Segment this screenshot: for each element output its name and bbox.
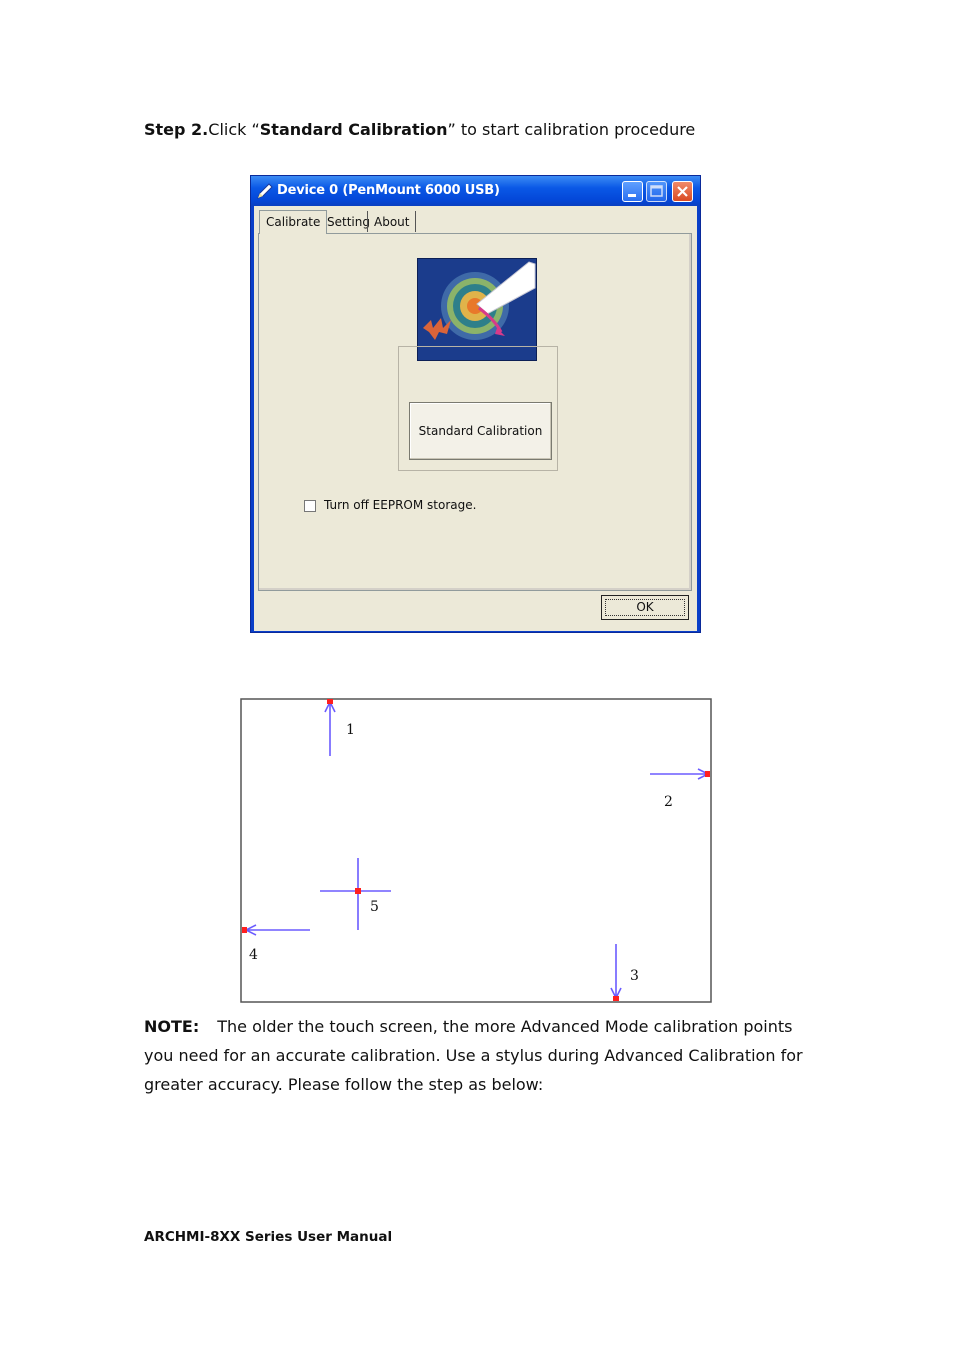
step-text-before: Click “ (208, 120, 260, 139)
target-dot-2 (705, 771, 710, 777)
maximize-icon (647, 182, 666, 201)
point-label-5: 5 (370, 899, 379, 915)
standard-calibration-button[interactable]: Standard Calibration (409, 402, 552, 460)
point-label-1: 1 (346, 722, 355, 738)
note-text: The older the touch screen, the more Advanced Mode calibration points you need for an accurate calibration. Use a stylus during Advanced Calibration for greater accuracy. Please follow the step as below: (144, 1017, 803, 1094)
tab-calibrate[interactable]: Calibrate (259, 210, 327, 234)
page-footer: ARCHMI-8XX Series User Manual (144, 1229, 393, 1245)
device-dialog-window (250, 175, 701, 633)
note-paragraph (144, 1012, 804, 1099)
point-label-2: 2 (664, 794, 673, 810)
close-button[interactable] (672, 181, 693, 202)
close-icon (673, 182, 692, 201)
calibration-group-box (398, 346, 558, 471)
pen-icon (256, 182, 274, 200)
point-label-4: 4 (249, 947, 258, 963)
target-dot-4 (242, 927, 247, 933)
step-button-name: Standard Calibration (259, 120, 448, 139)
eeprom-checkbox-label: Turn off EEPROM storage. (324, 498, 477, 512)
tab-setting[interactable]: Setting (320, 211, 376, 232)
point-label-3: 3 (630, 968, 639, 984)
ok-button[interactable]: OK (601, 595, 689, 620)
tab-about[interactable]: About (367, 211, 416, 232)
minimize-icon (623, 182, 642, 201)
eeprom-checkbox[interactable] (304, 500, 316, 512)
target-dot-5 (355, 888, 361, 894)
note-label: NOTE: (144, 1017, 200, 1036)
maximize-button[interactable] (646, 181, 667, 202)
step-prefix: Step 2. (144, 120, 209, 139)
dialog-title: Device 0 (PenMount 6000 USB) (277, 183, 500, 198)
dialog-titlebar[interactable] (251, 176, 700, 206)
step-text-after: ” to start calibration procedure (447, 120, 696, 139)
dialog-client-area (254, 206, 697, 631)
minimize-button[interactable] (622, 181, 643, 202)
calibration-points-diagram (240, 698, 712, 1003)
step-instruction (144, 120, 695, 139)
calibration-diagram-svg (240, 698, 712, 1003)
target-dot-1 (327, 699, 333, 704)
calibrate-tab-panel (258, 233, 692, 591)
target-dot-3 (613, 996, 619, 1001)
